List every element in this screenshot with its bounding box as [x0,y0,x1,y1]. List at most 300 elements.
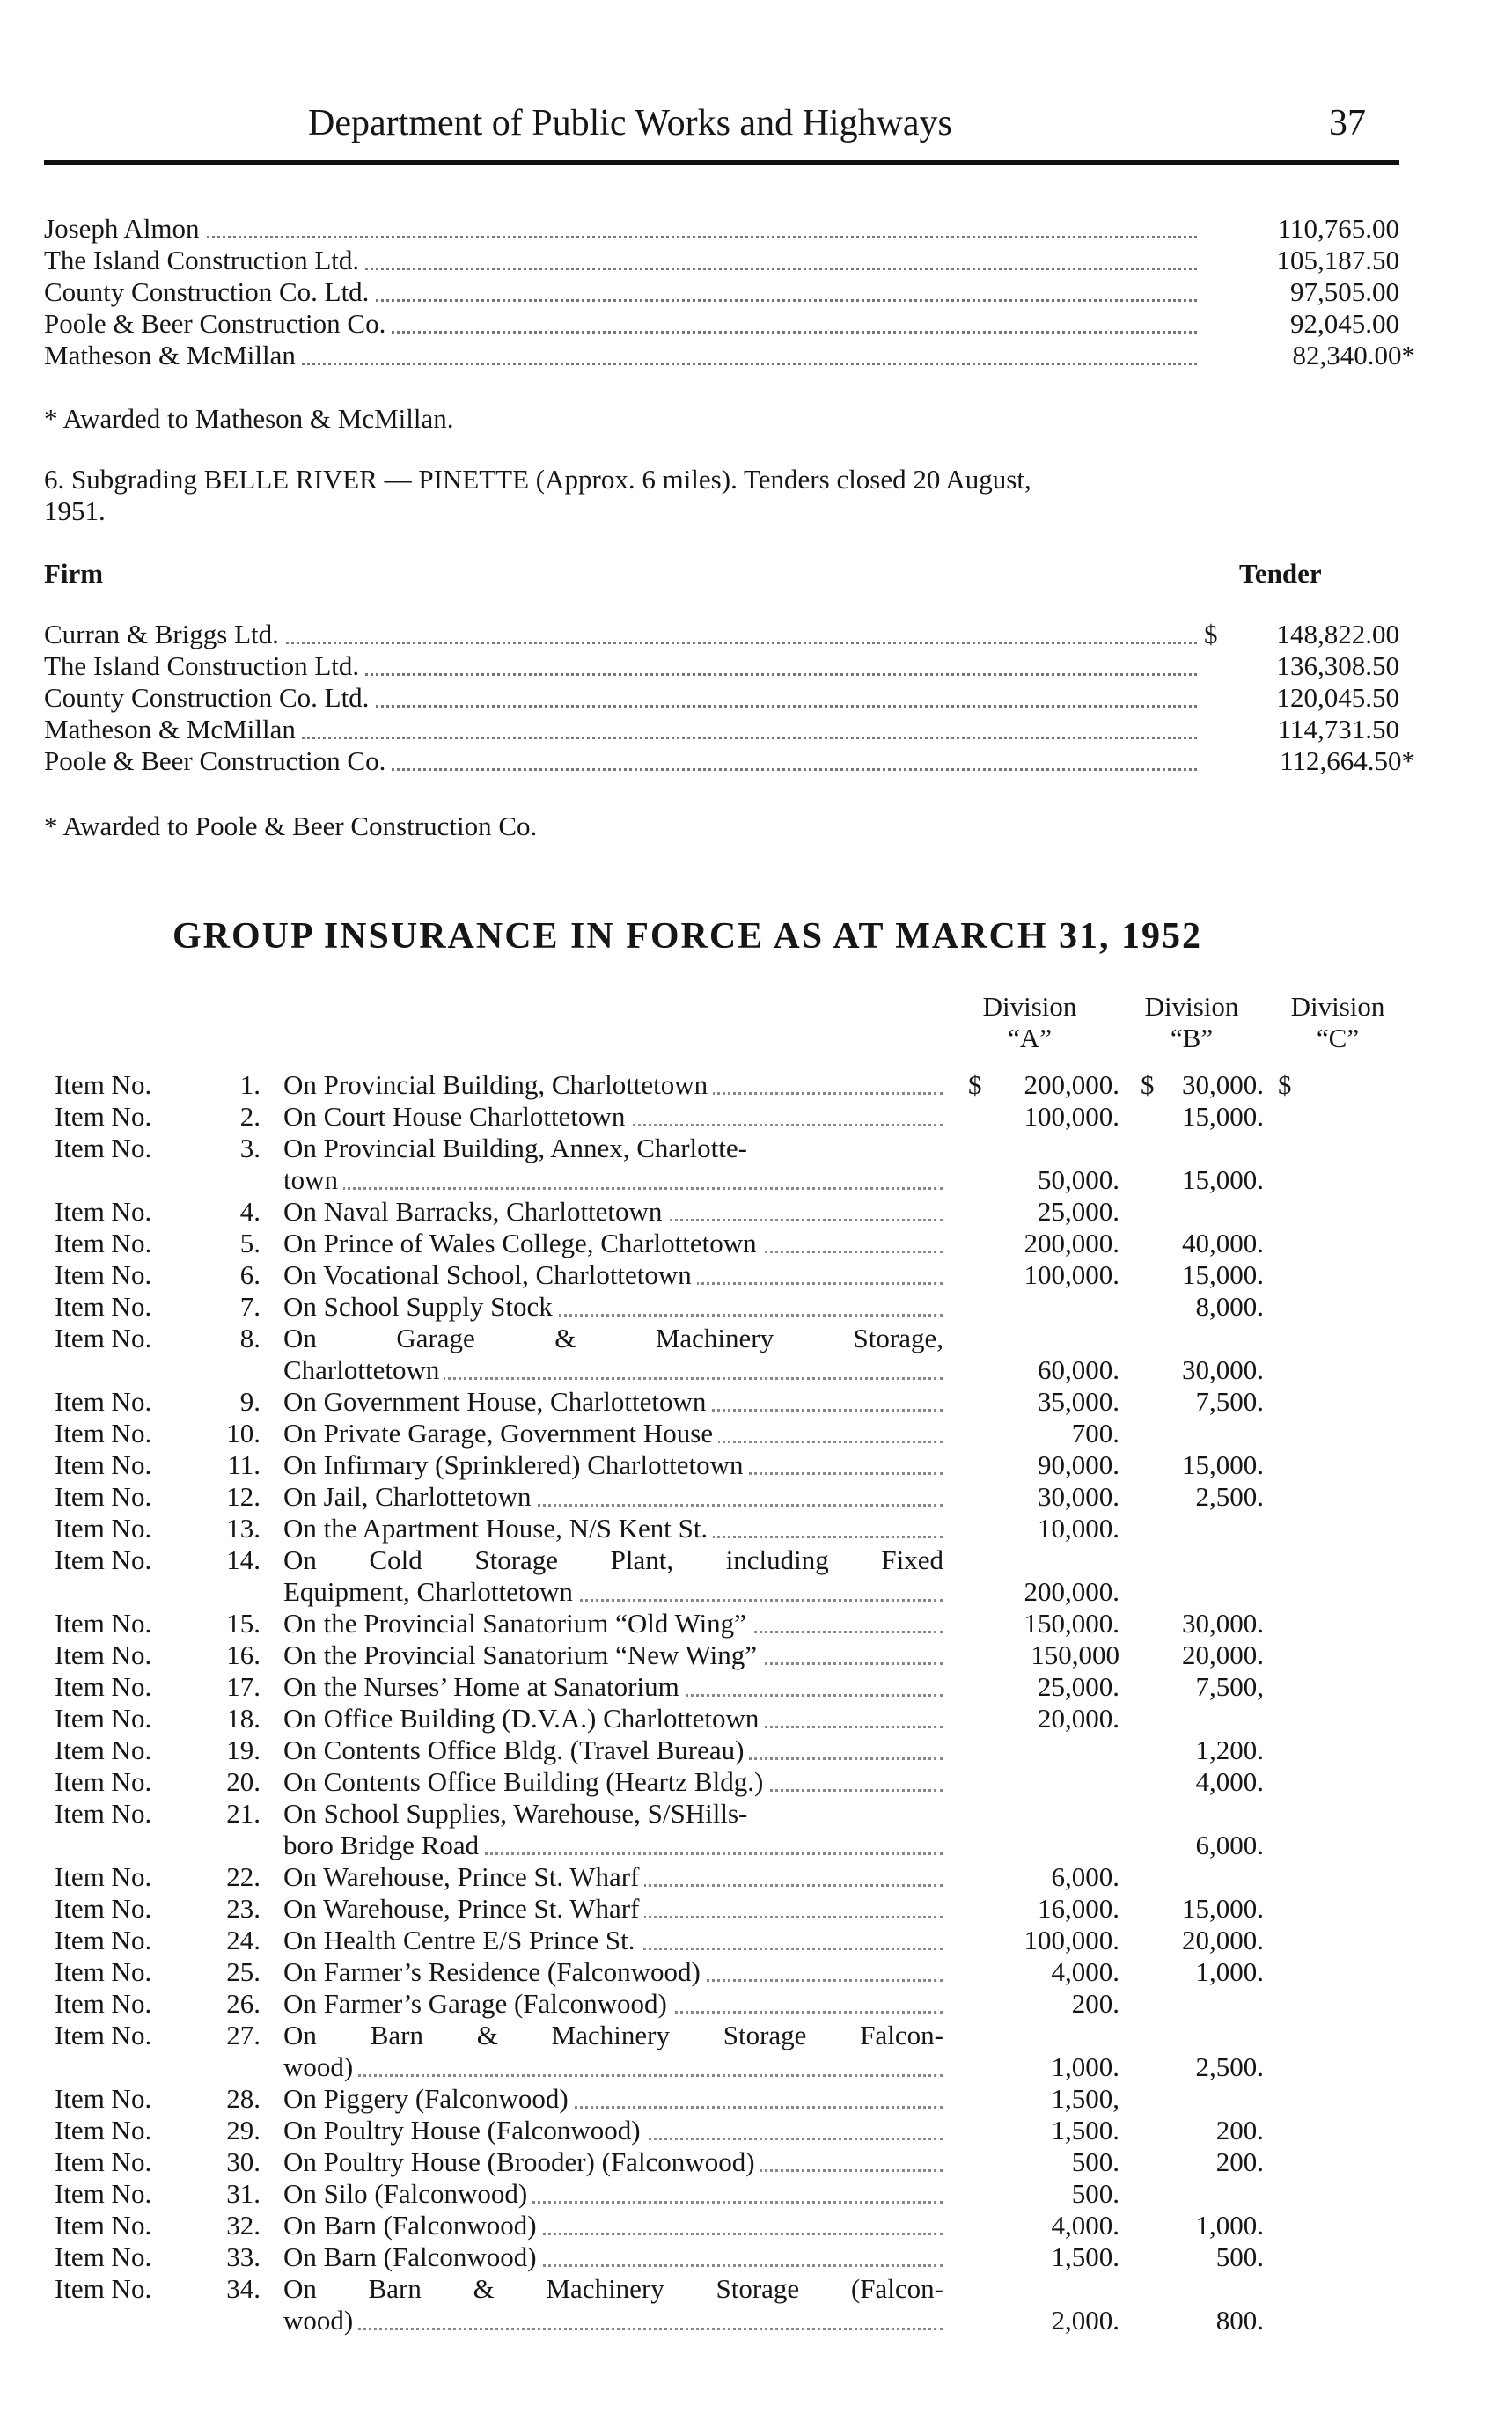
description-word: Storage [716,2273,800,2304]
division-a-value: 30,000. [1038,1481,1119,1512]
item-number: 5. [239,1228,261,1258]
tender-amount: 92,045.00 [1290,308,1399,339]
description-text: On Jail, Charlottetown [283,1481,537,1512]
item-description [283,1798,943,1861]
description-text: On Provincial Building, Charlottetown [283,1069,713,1100]
item-label: Item No. [55,2178,152,2209]
dollar-sign: $ [1204,619,1218,649]
division-c-letter: “C” [1316,1023,1360,1053]
description-line [283,2051,943,2083]
item-number: 26. [226,1988,261,2019]
description-line [283,1639,943,1671]
description-line [283,2178,943,2210]
division-c-word: Division [1290,991,1385,1022]
description-text: On the Apartment House, N/S Kent St. [283,1513,713,1544]
division-a-value: 700. [1071,1418,1119,1449]
division-a-value: 20,000. [1038,1703,1119,1734]
description-text: On Poultry House (Falconwood) [283,2115,646,2146]
item-number: 27. [226,2020,261,2050]
description-word: Machinery [546,2273,664,2304]
tender-amount: 110,765.00 [1277,213,1399,244]
description-text: On Contents Office Building (Heartz Bldg.) [283,1766,768,1797]
description-line [283,1513,943,1544]
item-description [283,1069,943,1101]
firm-name: Matheson & McMillan [44,714,301,745]
description-word: Storage [474,1544,559,1575]
item-description [283,1671,943,1703]
section6-award-note: * Awarded to Poole & Beer Construction Co. [44,811,538,841]
division-b-value: 1,200. [1195,1735,1264,1765]
tender-amount: 105,187.50 [1276,245,1399,275]
description-text: wood) [283,2051,358,2082]
description-line [283,1449,943,1481]
tender-amount: 97,505.00 [1290,276,1399,307]
item-label: Item No. [55,1861,152,1892]
description-line [283,1386,943,1418]
division-a-value: 150,000. [1024,1608,1119,1639]
item-label: Item No. [55,1101,152,1132]
division-a-value: 6,000. [1051,1861,1119,1892]
description-line [283,1133,943,1164]
tender-row [44,619,1399,650]
description-text: On Court House Charlottetown [283,1101,630,1132]
description-text: On Naval Barracks, Charlottetown [283,1196,667,1227]
division-b-value: 15,000. [1182,1259,1264,1290]
description-line [283,1703,943,1735]
tender-row [44,745,1415,777]
description-line [283,1988,943,2020]
description-text: Charlottetown [283,1354,444,1385]
item-description [283,1735,943,1766]
division-b-value: 2,500. [1195,1481,1264,1512]
dot-leader [283,2074,943,2077]
division-a-value: 4,000. [1051,2210,1119,2241]
division-a-value: 50,000. [1038,1164,1119,1195]
description-word: Falcon- [860,2020,943,2050]
item-description [283,1925,943,1956]
item-label: Item No. [55,1703,152,1734]
item-number: 28. [226,2083,261,2114]
description-text: On Health Centre E/S Prince St. [283,1925,641,1955]
description-line [283,1925,943,1956]
item-label: Item No. [55,1608,152,1639]
item-number: 22. [226,1861,261,1892]
description-text: On Contents Office Bldg. (Travel Bureau) [283,1735,749,1765]
item-description [283,1481,943,1513]
item-description [283,1228,943,1259]
description-word: & [473,2273,495,2304]
tender-amount: 112,664.50* [1280,745,1415,776]
item-label: Item No. [55,1259,152,1290]
division-b-value: 6,000. [1195,1830,1264,1860]
tender-amount: 136,308.50 [1276,650,1399,681]
description-line [283,1291,943,1323]
header-rule [44,160,1399,165]
firm-name: Matheson & McMillan [44,340,301,371]
item-label: Item No. [55,1291,152,1322]
item-number: 9. [239,1386,261,1417]
division-a-value: 100,000. [1024,1101,1119,1132]
division-b-value: 800. [1215,2305,1264,2336]
page-header-title: Department of Public Works and Highways [308,103,952,143]
description-line [283,1259,943,1291]
tender-row [44,245,1399,276]
description-line [283,1354,943,1386]
item-description [283,2273,943,2336]
item-description [283,2241,943,2273]
description-text: wood) [283,2305,358,2336]
dot-leader [283,1187,943,1190]
description-text: On the Nurses’ Home at Sanatorium [283,1671,685,1702]
description-line [283,1830,943,1861]
item-description [283,1259,943,1291]
item-label: Item No. [55,1481,152,1512]
description-line [283,1766,943,1798]
item-label: Item No. [55,1544,152,1575]
item-description [283,1639,943,1671]
description-text: On Private Garage, Government House [283,1418,718,1449]
item-label: Item No. [55,2020,152,2050]
description-text: On Farmer’s Residence (Falconwood) [283,1956,706,1987]
description-text: On Barn (Falconwood) [283,2210,542,2241]
firm-name: Curran & Briggs Ltd. [44,619,284,650]
description-text: On Warehouse, Prince St. Wharf [283,1893,644,1924]
item-label: Item No. [55,1228,152,1258]
item-description [283,1544,943,1608]
item-label: Item No. [55,1196,152,1227]
division-b-value: 15,000. [1182,1101,1264,1132]
item-number: 3. [239,1133,261,1163]
description-line [283,1418,943,1449]
description-text: On Office Building (D.V.A.) Charlottetown [283,1703,764,1734]
item-description [283,2210,943,2241]
division-a-value: 1,500. [1051,2115,1119,2146]
item-description [283,1703,943,1735]
description-line [283,1101,943,1133]
description-text: On Farmer’s Garage (Falconwood) [283,1988,672,2019]
item-description [283,1449,943,1481]
firm-name: The Island Construction Ltd. [44,650,364,682]
description-word: & [476,2020,498,2050]
division-a-value: 4,000. [1051,1956,1119,1987]
description-line [283,1798,943,1830]
division-b-letter: “B” [1170,1023,1214,1053]
item-number: 19. [226,1735,261,1765]
item-description [283,2146,943,2178]
description-word: Fixed [881,1544,943,1575]
firm-name: Poole & Beer Construction Co. [44,745,391,777]
page-number: 37 [1329,103,1366,143]
item-label: Item No. [55,1988,152,2019]
division-c-header [1259,991,1417,1054]
item-description [283,1101,943,1133]
description-line [283,2273,943,2305]
item-label: Item No. [55,1798,152,1829]
tender-row [44,308,1399,340]
item-description [283,1893,943,1925]
description-word: On [283,2273,317,2304]
section6-heading-line2: 1951. [44,495,106,526]
description-word: On [283,1323,317,1353]
firm-name: County Construction Co. Ltd. [44,682,374,714]
division-b-value: 4,000. [1195,1766,1264,1797]
description-text: On Piggery (Falconwood) [283,2083,574,2114]
division-b-value: 15,000. [1182,1893,1264,1924]
item-label: Item No. [55,1513,152,1544]
item-number: 15. [226,1608,261,1639]
description-text: On Prince of Wales College, Charlottetown [283,1228,762,1258]
division-a-value: 1,000. [1051,2051,1119,2082]
group-insurance-title: GROUP INSURANCE IN FORCE AS AT MARCH 31, 1952 [172,916,1203,957]
item-description [283,1608,943,1639]
description-text: On Provincial Building, Annex, Charlotte- [283,1133,752,1163]
column-header-firm: Firm [44,558,104,589]
description-text: boro Bridge Road [283,1830,484,1860]
description-line [283,2146,943,2178]
item-label: Item No. [55,1893,152,1924]
description-line [283,2083,943,2115]
description-text: On Barn (Falconwood) [283,2241,542,2272]
description-line [283,1671,943,1703]
tender-row [44,650,1399,682]
description-line [283,1861,943,1893]
tender-row [44,714,1399,745]
description-line [283,2115,943,2146]
item-label: Item No. [55,1449,152,1480]
division-b-value: 200. [1215,2146,1264,2177]
item-number: 31. [226,2178,261,2209]
tender-amount: 82,340.00* [1292,340,1415,370]
item-label: Item No. [55,1069,152,1100]
firm-name: County Construction Co. Ltd. [44,276,374,308]
item-number: 30. [226,2146,261,2177]
item-description [283,1323,943,1386]
description-word: Cold [369,1544,422,1575]
division-b-value: 40,000. [1182,1228,1264,1258]
division-a-value: 100,000. [1024,1925,1119,1955]
division-b-value: 7,500, [1195,1671,1264,1702]
division-b-value: 1,000. [1195,1956,1264,1987]
description-line [283,1608,943,1639]
division-b-value: 30,000. [1182,1069,1264,1100]
item-number: 25. [226,1956,261,1987]
division-a-value: 1,500. [1051,2241,1119,2272]
item-number: 4. [239,1196,261,1227]
item-number: 32. [226,2210,261,2241]
firm-name: The Island Construction Ltd. [44,245,364,276]
tender-amount: 148,822.00 [1276,619,1399,649]
division-b-value: 8,000. [1195,1291,1264,1322]
division-a-value: 200,000. [1024,1228,1119,1258]
description-text: On Poultry House (Brooder) (Falconwood) [283,2146,760,2177]
description-text: town [283,1164,343,1195]
division-a-value: 25,000. [1038,1671,1119,1702]
description-text: On Warehouse, Prince St. Wharf [283,1861,644,1892]
item-number: 2. [239,1101,261,1132]
item-label: Item No. [55,1323,152,1353]
description-word: Garage [396,1323,475,1353]
division-c-value: $ [1278,1069,1292,1100]
item-number: 11. [227,1449,261,1480]
division-a-value: 90,000. [1038,1449,1119,1480]
item-label: Item No. [55,1639,152,1670]
description-line [283,1481,943,1513]
item-number: 6. [239,1259,261,1290]
item-number: 12. [226,1481,261,1512]
description-line [283,1323,943,1354]
item-label: Item No. [55,1766,152,1797]
division-b-value: 20,000. [1182,1925,1264,1955]
division-a-value: 25,000. [1038,1196,1119,1227]
description-line [283,1893,943,1925]
description-line [283,2305,943,2336]
description-text: On Silo (Falconwood) [283,2178,532,2209]
item-label: Item No. [55,1133,152,1163]
item-number: 17. [226,1671,261,1702]
item-label: Item No. [55,2115,152,2146]
item-label: Item No. [55,1925,152,1955]
item-description [283,1766,943,1798]
firm-name: Poole & Beer Construction Co. [44,308,391,340]
item-label: Item No. [55,1418,152,1449]
division-b-value: 1,000. [1195,2210,1264,2241]
item-number: 24. [226,1925,261,1955]
description-word: Barn [368,2273,422,2304]
item-description [283,1418,943,1449]
tender-amount: 114,731.50 [1277,714,1399,745]
item-number: 13. [226,1513,261,1544]
division-b-value: 30,000. [1182,1608,1264,1639]
division-b-value: 500. [1215,2241,1264,2272]
item-number: 18. [226,1703,261,1734]
description-line [283,1069,943,1101]
division-a-value: 16,000. [1038,1893,1119,1924]
item-number: 23. [226,1893,261,1924]
division-b-value: 2,500. [1195,2051,1264,2082]
item-description [283,2178,943,2210]
item-description [283,1861,943,1893]
division-a-value: 200,000. [1024,1576,1119,1607]
description-word: Machinery [551,2020,670,2050]
item-label: Item No. [55,1956,152,1987]
division-b-word: Division [1144,991,1239,1022]
item-number: 14. [226,1544,261,1575]
division-a-value: 1,500, [1051,2083,1119,2114]
description-text: On Government House, Charlottetown [283,1386,711,1417]
dollar-sign: $ [1141,1069,1155,1100]
division-a-value: 35,000. [1038,1386,1119,1417]
tender-row [44,276,1399,308]
division-b-header [1112,991,1271,1054]
item-number: 7. [239,1291,261,1322]
description-line [283,2241,943,2273]
description-word: (Falcon- [850,2273,943,2304]
item-label: Item No. [55,2083,152,2114]
item-number: 34. [226,2273,261,2304]
description-word: Storage [723,2020,807,2050]
description-line [283,2210,943,2241]
description-word: Machinery [655,1323,774,1353]
description-line [283,2020,943,2051]
item-label: Item No. [55,1735,152,1765]
section6-heading-line1: 6. Subgrading BELLE RIVER — PINETTE (Approx. 6 miles). Tenders closed 20 August, [44,464,1031,495]
description-line [283,1956,943,1988]
item-number: 33. [226,2241,261,2272]
division-b-value: 30,000. [1182,1354,1264,1385]
division-b-value: 15,000. [1182,1449,1264,1480]
description-text: On the Provincial Sanatorium “New Wing” [283,1639,762,1670]
item-label: Item No. [55,1671,152,1702]
description-text: On Infirmary (Sprinklered) Charlottetown [283,1449,749,1480]
description-text: On the Provincial Sanatorium “Old Wing” [283,1608,752,1639]
division-a-value: 500. [1071,2146,1119,2177]
description-word: On [283,2020,317,2050]
item-label: Item No. [55,2241,152,2272]
item-number: 20. [226,1766,261,1797]
tender-row [44,213,1399,245]
item-number: 8. [239,1323,261,1353]
item-description [283,1291,943,1323]
division-b-value: 7,500. [1195,1386,1264,1417]
division-a-value: 60,000. [1038,1354,1119,1385]
description-line [283,1228,943,1259]
description-text: On School Supply Stock [283,1291,558,1322]
division-a-value: 100,000. [1024,1259,1119,1290]
item-label: Item No. [55,2273,152,2304]
tender-amount: 120,045.50 [1276,682,1399,713]
description-word: Storage, [853,1323,943,1353]
description-word: & [554,1323,576,1353]
dot-leader [53,236,1197,238]
column-header-tender: Tender [1239,558,1322,589]
division-b-value: 20,000. [1182,1639,1264,1670]
item-number: 10. [226,1418,261,1449]
dollar-sign: $ [968,1069,982,1100]
division-a-word: Division [982,991,1077,1022]
division-a-header [951,991,1109,1054]
item-description [283,1956,943,1988]
description-line [283,1196,943,1228]
division-a-letter: “A” [1008,1023,1052,1053]
division-a-value: 10,000. [1038,1513,1119,1544]
item-number: 16. [226,1639,261,1670]
item-number: 21. [226,1798,261,1829]
description-word: Barn [370,2020,423,2050]
item-label: Item No. [55,1386,152,1417]
item-description [283,1513,943,1544]
description-text: On Vocational School, Charlottetown [283,1259,697,1290]
dot-leader [283,2328,943,2330]
item-description [283,1988,943,2020]
description-word: Plant, [610,1544,674,1575]
division-a-value: 500. [1071,2178,1119,2209]
tender-row [44,340,1415,371]
division-a-value: 200. [1071,1988,1119,2019]
description-line [283,1544,943,1576]
item-description [283,2083,943,2115]
tender-row [44,682,1399,714]
division-b-value: 200. [1215,2115,1264,2146]
firm-name: Joseph Almon [44,213,205,245]
description-line [283,1735,943,1766]
item-number: 1. [239,1069,261,1100]
item-description [283,2115,943,2146]
top-award-note: * Awarded to Matheson & McMillan. [44,403,454,434]
description-word: On [283,1544,317,1575]
item-description [283,1386,943,1418]
division-a-value: 200,000. [1024,1069,1119,1100]
item-description [283,2020,943,2083]
